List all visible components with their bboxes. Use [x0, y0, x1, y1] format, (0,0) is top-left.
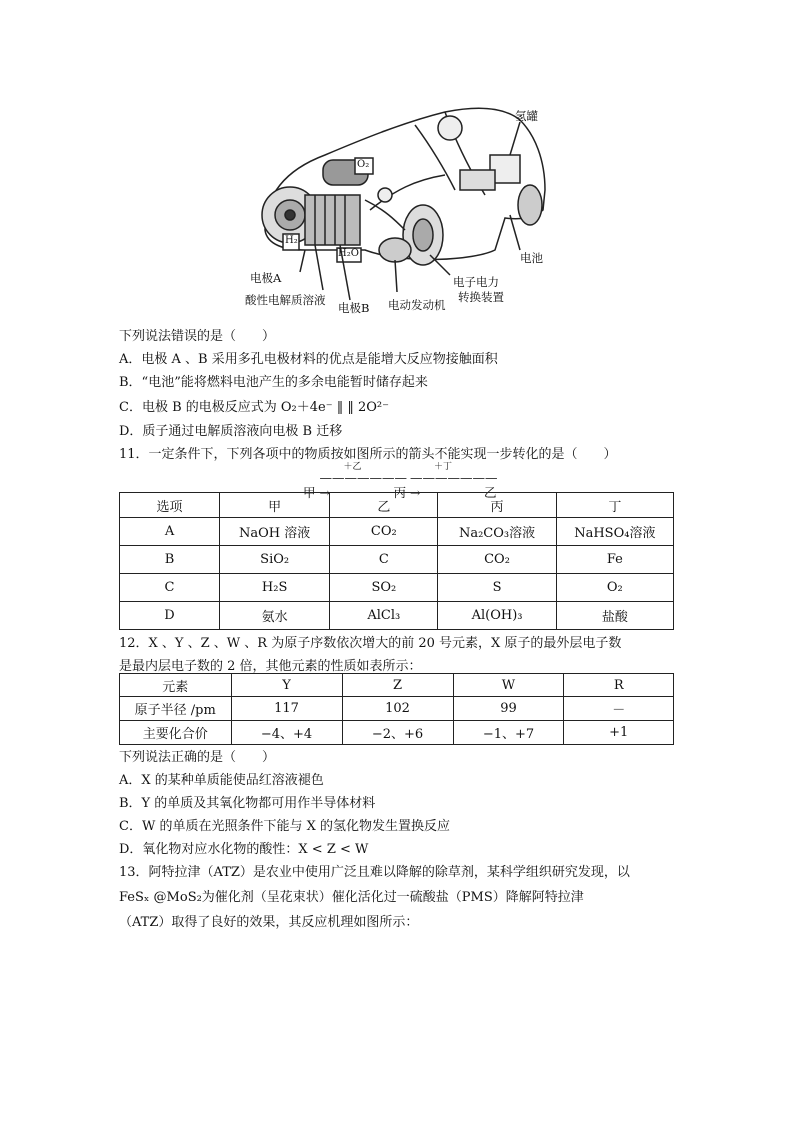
table-header: 乙 — [330, 493, 438, 518]
table-cell: AlCl₃ — [330, 602, 438, 630]
q10-stem: 下列说法错误的是（ ） — [119, 329, 276, 344]
table-header: 选项 — [120, 493, 220, 518]
table-cell: SiO₂ — [220, 546, 330, 574]
table-cell: D — [120, 602, 220, 630]
q13-line3: （ATZ）取得了良好的效果，其反应机理如图所示： — [119, 915, 419, 930]
scheme-a: 甲 — [303, 485, 316, 500]
q12-option-d: D．氧化物对应水化物的酸性：X < Z < W — [119, 842, 369, 857]
table-cell: S — [438, 574, 556, 602]
q10-option-c: C．电极 B 的电极反应式为 O₂＋4e⁻ ‖ ‖ 2O²⁻ — [119, 400, 389, 415]
label-battery: 电池 — [520, 251, 543, 265]
table-header: 元素 — [120, 674, 232, 697]
q10-option-b: B．“电池”能将燃料电池产生的多余电能暂时储存起来 — [119, 375, 428, 390]
q12-option-a: A．X 的某种单质能使品红溶液褪色 — [119, 773, 324, 788]
table-cell: SO₂ — [330, 574, 438, 602]
q12-option-b: B．Y 的单质及其氧化物都可用作半导体材料 — [119, 796, 376, 811]
table-cell: C — [330, 546, 438, 574]
scheme-step1: ＋乙 — [343, 462, 362, 472]
table-header: 甲 — [220, 493, 330, 518]
table-cell: A — [120, 518, 220, 546]
scheme-b: 丙 — [393, 485, 406, 500]
label-electrolyte: 酸性电解质溶液 — [245, 293, 326, 307]
q10-option-d: D．质子通过电解质溶液向电极 B 迁移 — [119, 424, 343, 439]
label-converter-2: 转换装置 — [458, 290, 504, 304]
label-h2o: H₂O — [338, 248, 359, 259]
table-cell: NaHSO₄溶液 — [556, 518, 673, 546]
table-cell: −2、+6 — [342, 721, 453, 745]
table-cell: +1 — [564, 721, 674, 745]
table-cell: Fe — [556, 546, 673, 574]
q10-option-a: A．电极 A 、B 采用多孔电极材料的优点是能增大反应物接触面积 — [119, 352, 498, 367]
table-cell: 氨水 — [220, 602, 330, 630]
table-cell: － — [564, 697, 674, 721]
label-converter-1: 电子电力 — [453, 275, 499, 289]
table-cell: 主要化合价 — [120, 721, 232, 745]
label-h2: H₂ — [285, 235, 298, 246]
table-cell: 117 — [231, 697, 342, 721]
q13-line2: FeSₓ @MoS₂为催化剂（呈花束状）催化活化过一硫酸盐（PMS）降解阿特拉津 — [119, 890, 584, 905]
table-cell: 99 — [453, 697, 564, 721]
arrow-icon: ———————→ — [319, 470, 407, 500]
q12-option-c: C．W 的单质在光照条件下能与 X 的氢化物发生置换反应 — [119, 819, 450, 834]
label-electrode-a: 电极A — [250, 271, 282, 285]
table-cell: C — [120, 574, 220, 602]
table-cell: 102 — [342, 697, 453, 721]
scheme-c: 乙 — [483, 485, 497, 500]
q12-stem-line1: 12．X 、Y 、Z 、W 、R 为原子序数依次增大的前 20 号元素，X 原子的最外层电子数 — [119, 636, 622, 651]
table-cell: H₂S — [220, 574, 330, 602]
q11-stem: 11．一定条件下，下列各项中的物质按如图所示的箭头不能实现一步转化的是（ ） — [119, 447, 617, 462]
table-cell: CO₂ — [438, 546, 556, 574]
table-cell: CO₂ — [330, 518, 438, 546]
table-header: 丁 — [556, 493, 673, 518]
label-motor: 电动发动机 — [388, 298, 446, 312]
arrow-icon: ———————→ — [409, 470, 498, 500]
scheme-step2: ＋丁 — [433, 462, 452, 472]
fuel-cell-car-figure — [245, 100, 575, 315]
label-o2: O₂ — [357, 159, 370, 170]
table-cell: NaOH 溶液 — [220, 518, 330, 546]
table-header: Y — [231, 674, 342, 697]
q13-line1: 13．阿特拉津（ATZ）是农业中使用广泛且难以降解的除草剂，某科学组织研究发现，以 — [119, 865, 630, 880]
table-header: Z — [342, 674, 453, 697]
table-header: R — [564, 674, 674, 697]
table-cell: −1、+7 — [453, 721, 564, 745]
label-hydrogen-tank: 氢罐 — [515, 109, 538, 123]
table-cell: Na₂CO₃溶液 — [438, 518, 556, 546]
label-electrode-b: 电极B — [338, 301, 370, 315]
table-header: 丙 — [438, 493, 556, 518]
table-cell: 盐酸 — [556, 602, 673, 630]
table-cell: B — [120, 546, 220, 574]
table-cell: O₂ — [556, 574, 673, 602]
table-header: W — [453, 674, 564, 697]
car-illustration — [245, 100, 575, 315]
table-cell: Al(OH)₃ — [438, 602, 556, 630]
q12-sub-stem: 下列说法正确的是（ ） — [119, 750, 276, 765]
table-cell: 原子半径 /pm — [120, 697, 232, 721]
table-cell: −4、+4 — [231, 721, 342, 745]
q11-table — [119, 492, 674, 630]
q12-stem-line2: 是最内层电子数的 2 倍，其他元素的性质如表所示： — [119, 659, 422, 674]
q12-table — [119, 673, 674, 745]
